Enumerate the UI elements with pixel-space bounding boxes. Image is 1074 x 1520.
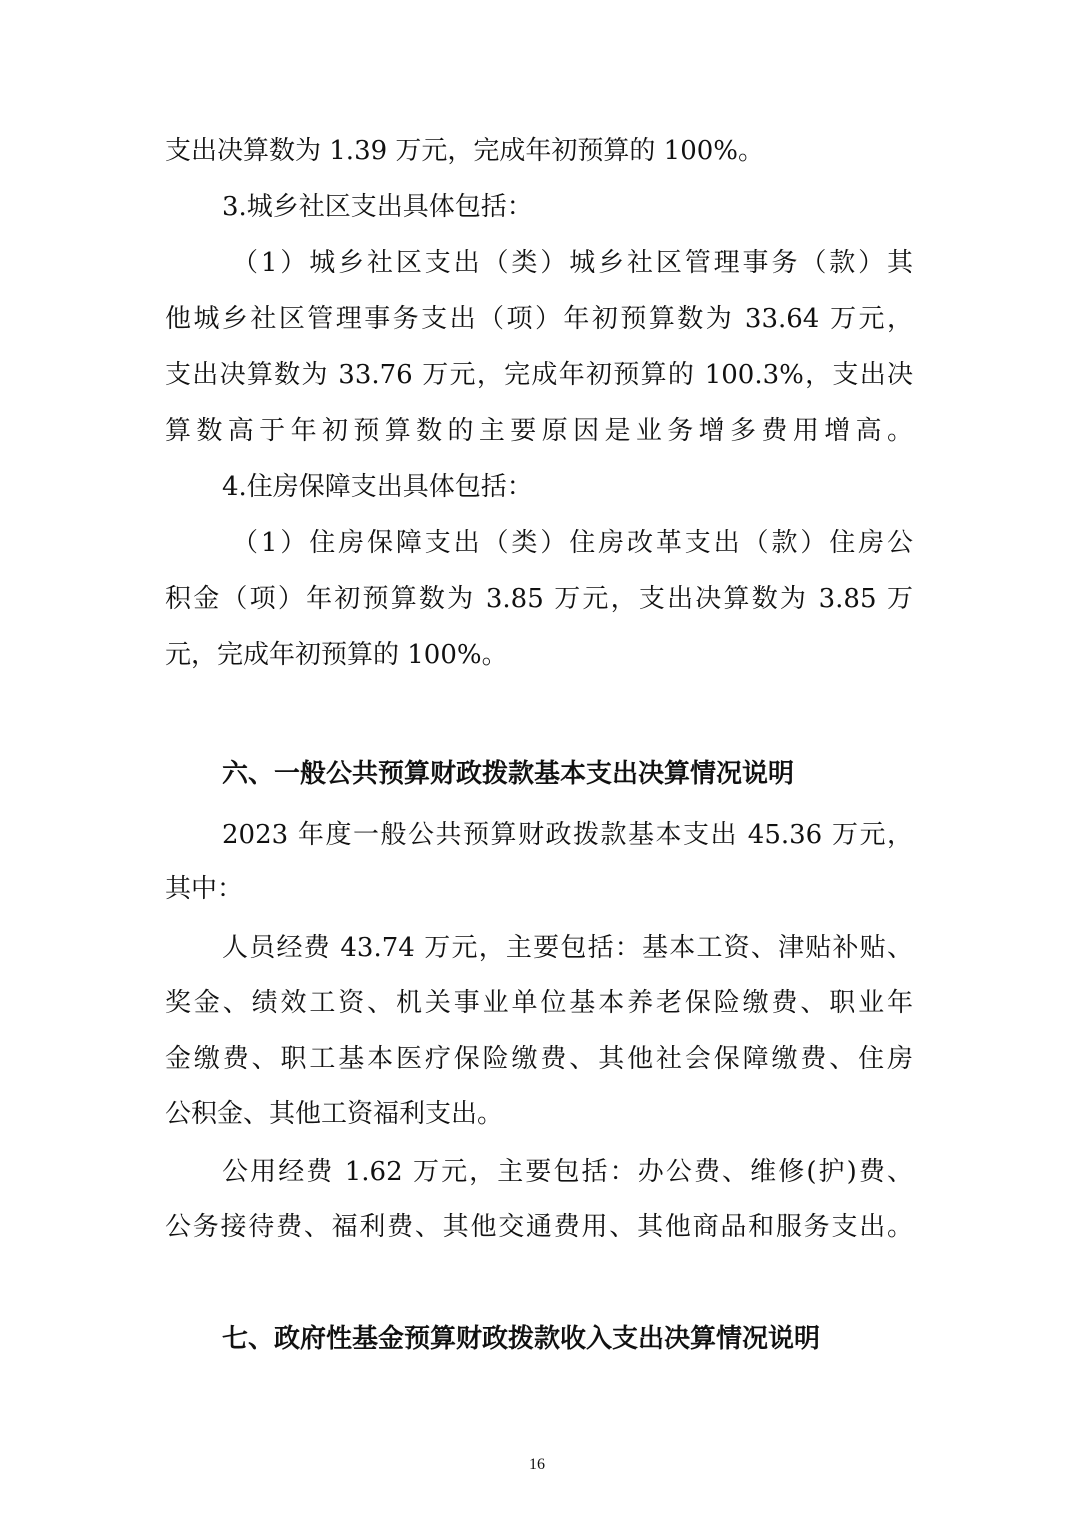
- body-line: 公用经费 1.62 万元，主要包括：办公费、维修(护)费、: [222, 1157, 913, 1187]
- body-line: （1）城乡社区支出（类）城乡社区管理事务（款）其: [232, 248, 913, 278]
- body-line: 元，完成年初预算的 100%。: [165, 640, 508, 670]
- body-line: 金缴费、职工基本医疗保险缴费、其他社会保障缴费、住房: [165, 1044, 913, 1074]
- body-line: 奖金、绩效工资、机关事业单位基本养老保险缴费、职业年: [165, 988, 913, 1018]
- list-heading-housing: 4.住房保障支出具体包括：: [222, 472, 533, 502]
- body-line: 人员经费 43.74 万元，主要包括：基本工资、津贴补贴、: [222, 933, 913, 963]
- body-line: 公积金、其他工资福利支出。: [165, 1099, 504, 1129]
- body-line: 2023 年度一般公共预算财政拨款基本支出 45.36 万元，: [222, 820, 913, 850]
- list-heading-urban-community: 3.城乡社区支出具体包括：: [222, 192, 533, 222]
- body-line: 其中：: [165, 874, 244, 904]
- section-heading-7: 七、政府性基金预算财政拨款收入支出决算情况说明: [222, 1324, 821, 1354]
- section-heading-6: 六、一般公共预算财政拨款基本支出决算情况说明: [222, 759, 795, 789]
- body-line: 积金（项）年初预算数为 3.85 万元，支出决算数为 3.85 万: [165, 584, 913, 614]
- body-line: 公务接待费、福利费、其他交通费用、其他商品和服务支出。: [165, 1212, 913, 1242]
- body-line: 他城乡社区管理事务支出（项）年初预算数为 33.64 万元，: [165, 304, 913, 334]
- body-line: 算数高于年初预算数的主要原因是业务增多费用增高。: [165, 416, 913, 446]
- body-line: （1）住房保障支出（类）住房改革支出（款）住房公: [232, 528, 913, 558]
- body-line: 支出决算数为 33.76 万元，完成年初预算的 100.3%，支出决: [165, 360, 913, 390]
- body-line: 支出决算数为 1.39 万元，完成年初预算的 100%。: [165, 136, 765, 166]
- page-number: 16: [529, 1456, 545, 1473]
